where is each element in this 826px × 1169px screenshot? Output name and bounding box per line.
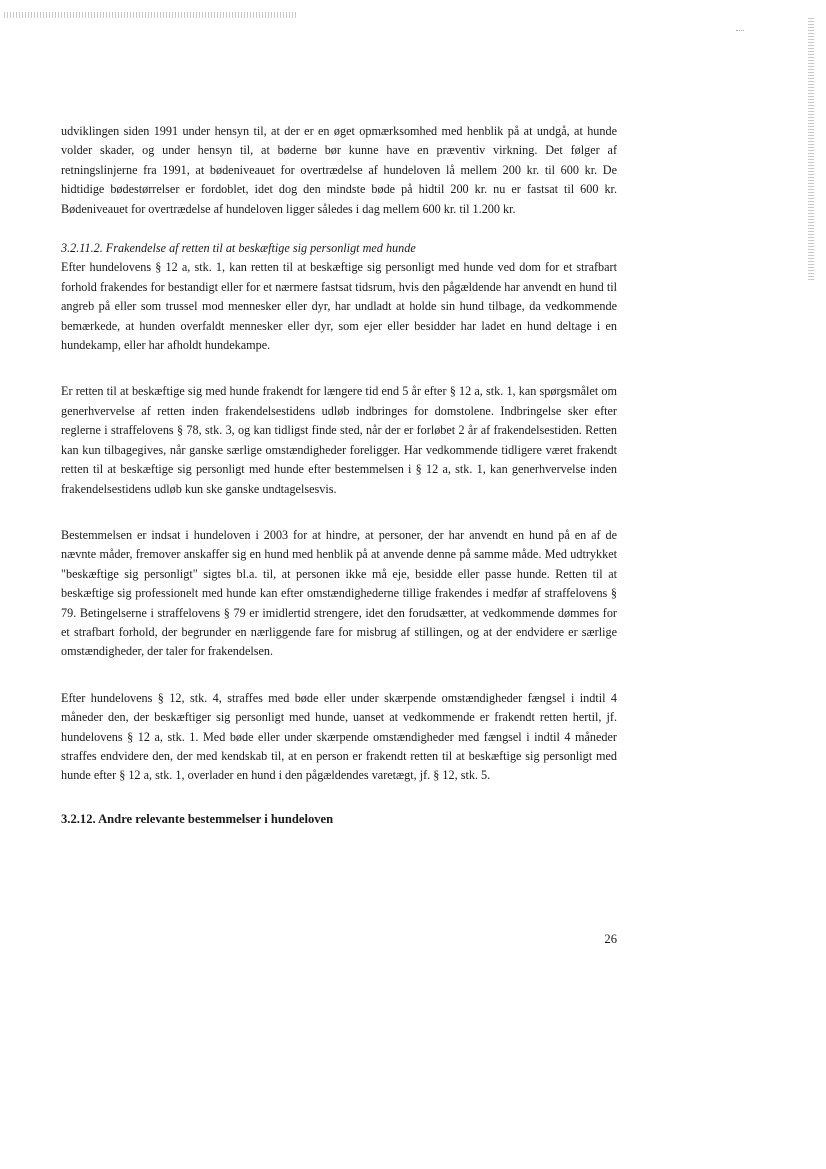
scan-artifact-top [4,12,296,18]
paragraph-4: Efter hundelovens § 12, stk. 4, straffes med bøde eller under skærpende omstændigheder fængsel i indtil 4 måneder den, der beskæftiger sig personligt med hunde, uanset at vedkommende er frakendt retten hertil, jf. hundelovens § 12 a, stk. 1. Med bøde eller under skærpende omstændigheder med fængsel i indtil 4 måneder straffes endvidere den, der med kendskab til, at en person er frakendt retten til at beskæftige sig personligt med hunde efter § 12 a, stk. 1, overlader en hund i den pågældendes varetægt, jf. § 12, stk. 5. [61,690,617,783]
scan-artifact-right [808,18,814,280]
paragraph-2: Er retten til at beskæftige sig med hunde frakendt for længere tid end 5 år efter § 12 a, stk. 1, kan spørgsmålet om generhvervelse af retten inden frakendelsestidens udløb indbringes for domstolene. Indbringelse sker efter reglerne i straffelovens § 78, stk. 3, og kan tidligst finde sted, når der er forløbet 2 år af frakendelsestiden. Retten kan kun tilbagegives, når ganske særlige omstændigheder foreligger. Har vedkommende tidligere været frakendt retten til at beskæftige sig personligt med hunde efter bestemmelsen i § 12 a, stk. 1, kan generhvervelse inden frakendelsestidens udløb kun ske ganske undtagelsesvis. [61,384,617,496]
paragraph-1: Efter hundelovens § 12 a, stk. 1, kan retten til at beskæftige sig personligt med hunde ved dom for et strafbart forhold frakendes for bestandigt eller for et nærmere fastsat tidsrum, hvis den pågældende har anvendt en hund til angreb på eller som trussel mod mennesker eller dyr, har undladt at holde sin hund tilbage, da vedkommende bemærkede, at hunden overfaldt mennesker eller dyr, som ejer eller besidder har ladet en hund deltage i en hundekamp, eller har afholdt hundekampe. [61,260,617,353]
scan-artifact-dot [736,30,744,33]
page-content [61,122,617,829]
subsection-heading: 3.2.11.2. Frakendelse af retten til at beskæftige sig personligt med hunde [61,241,416,256]
paragraph-3: Bestemmelsen er indsat i hundeloven i 2003 for at hindre, at personer, der har anvendt en hund på en af de nævnte måder, fremover anskaffer sig en hund med henblik på at anvende denne på samme måde. Med udtrykket "beskæftige sig personligt" sigtes bl.a. til, at personen ikke må eje, besidde eller passe hunde. Retten til at beskæftige sig professionelt med hunde kan efter omstændighederne tillige frakendes i medfør af straffelovens § 79. Betingelserne i straffelovens § 79 er imidlertid strengere, idet den forudsætter, at vedkommende dømmes for et strafbart forhold, der begrunder en nærliggende fare for misbrug af stillingen, og at der endvidere er særlige omstændigheder, der taler for frakendelsen. [61,527,617,659]
intro-paragraph: udviklingen siden 1991 under hensyn til, at der er en øget opmærksomhed med henblik på at undgå, at hunde volder skader, og under hensyn til, at bøderne bør kunne have en præventiv virkning. Det følger af retningslinjerne fra 1991, at bødeniveauet for overtrædelse af hundeloven lå mellem 200 kr. til 600 kr. De hidtidige bødestørrelser er fordoblet, idet dog den mindste bøde på hidtil 200 kr. nu er fastsat til 600 kr. Bødeniveauet for overtrædelse af hundeloven ligger således i dag mellem 600 kr. til 1.200 kr. [61,124,617,216]
section-heading: 3.2.12. Andre relevante bestemmelser i hundeloven [61,811,334,826]
page-number: 26 [604,932,617,946]
